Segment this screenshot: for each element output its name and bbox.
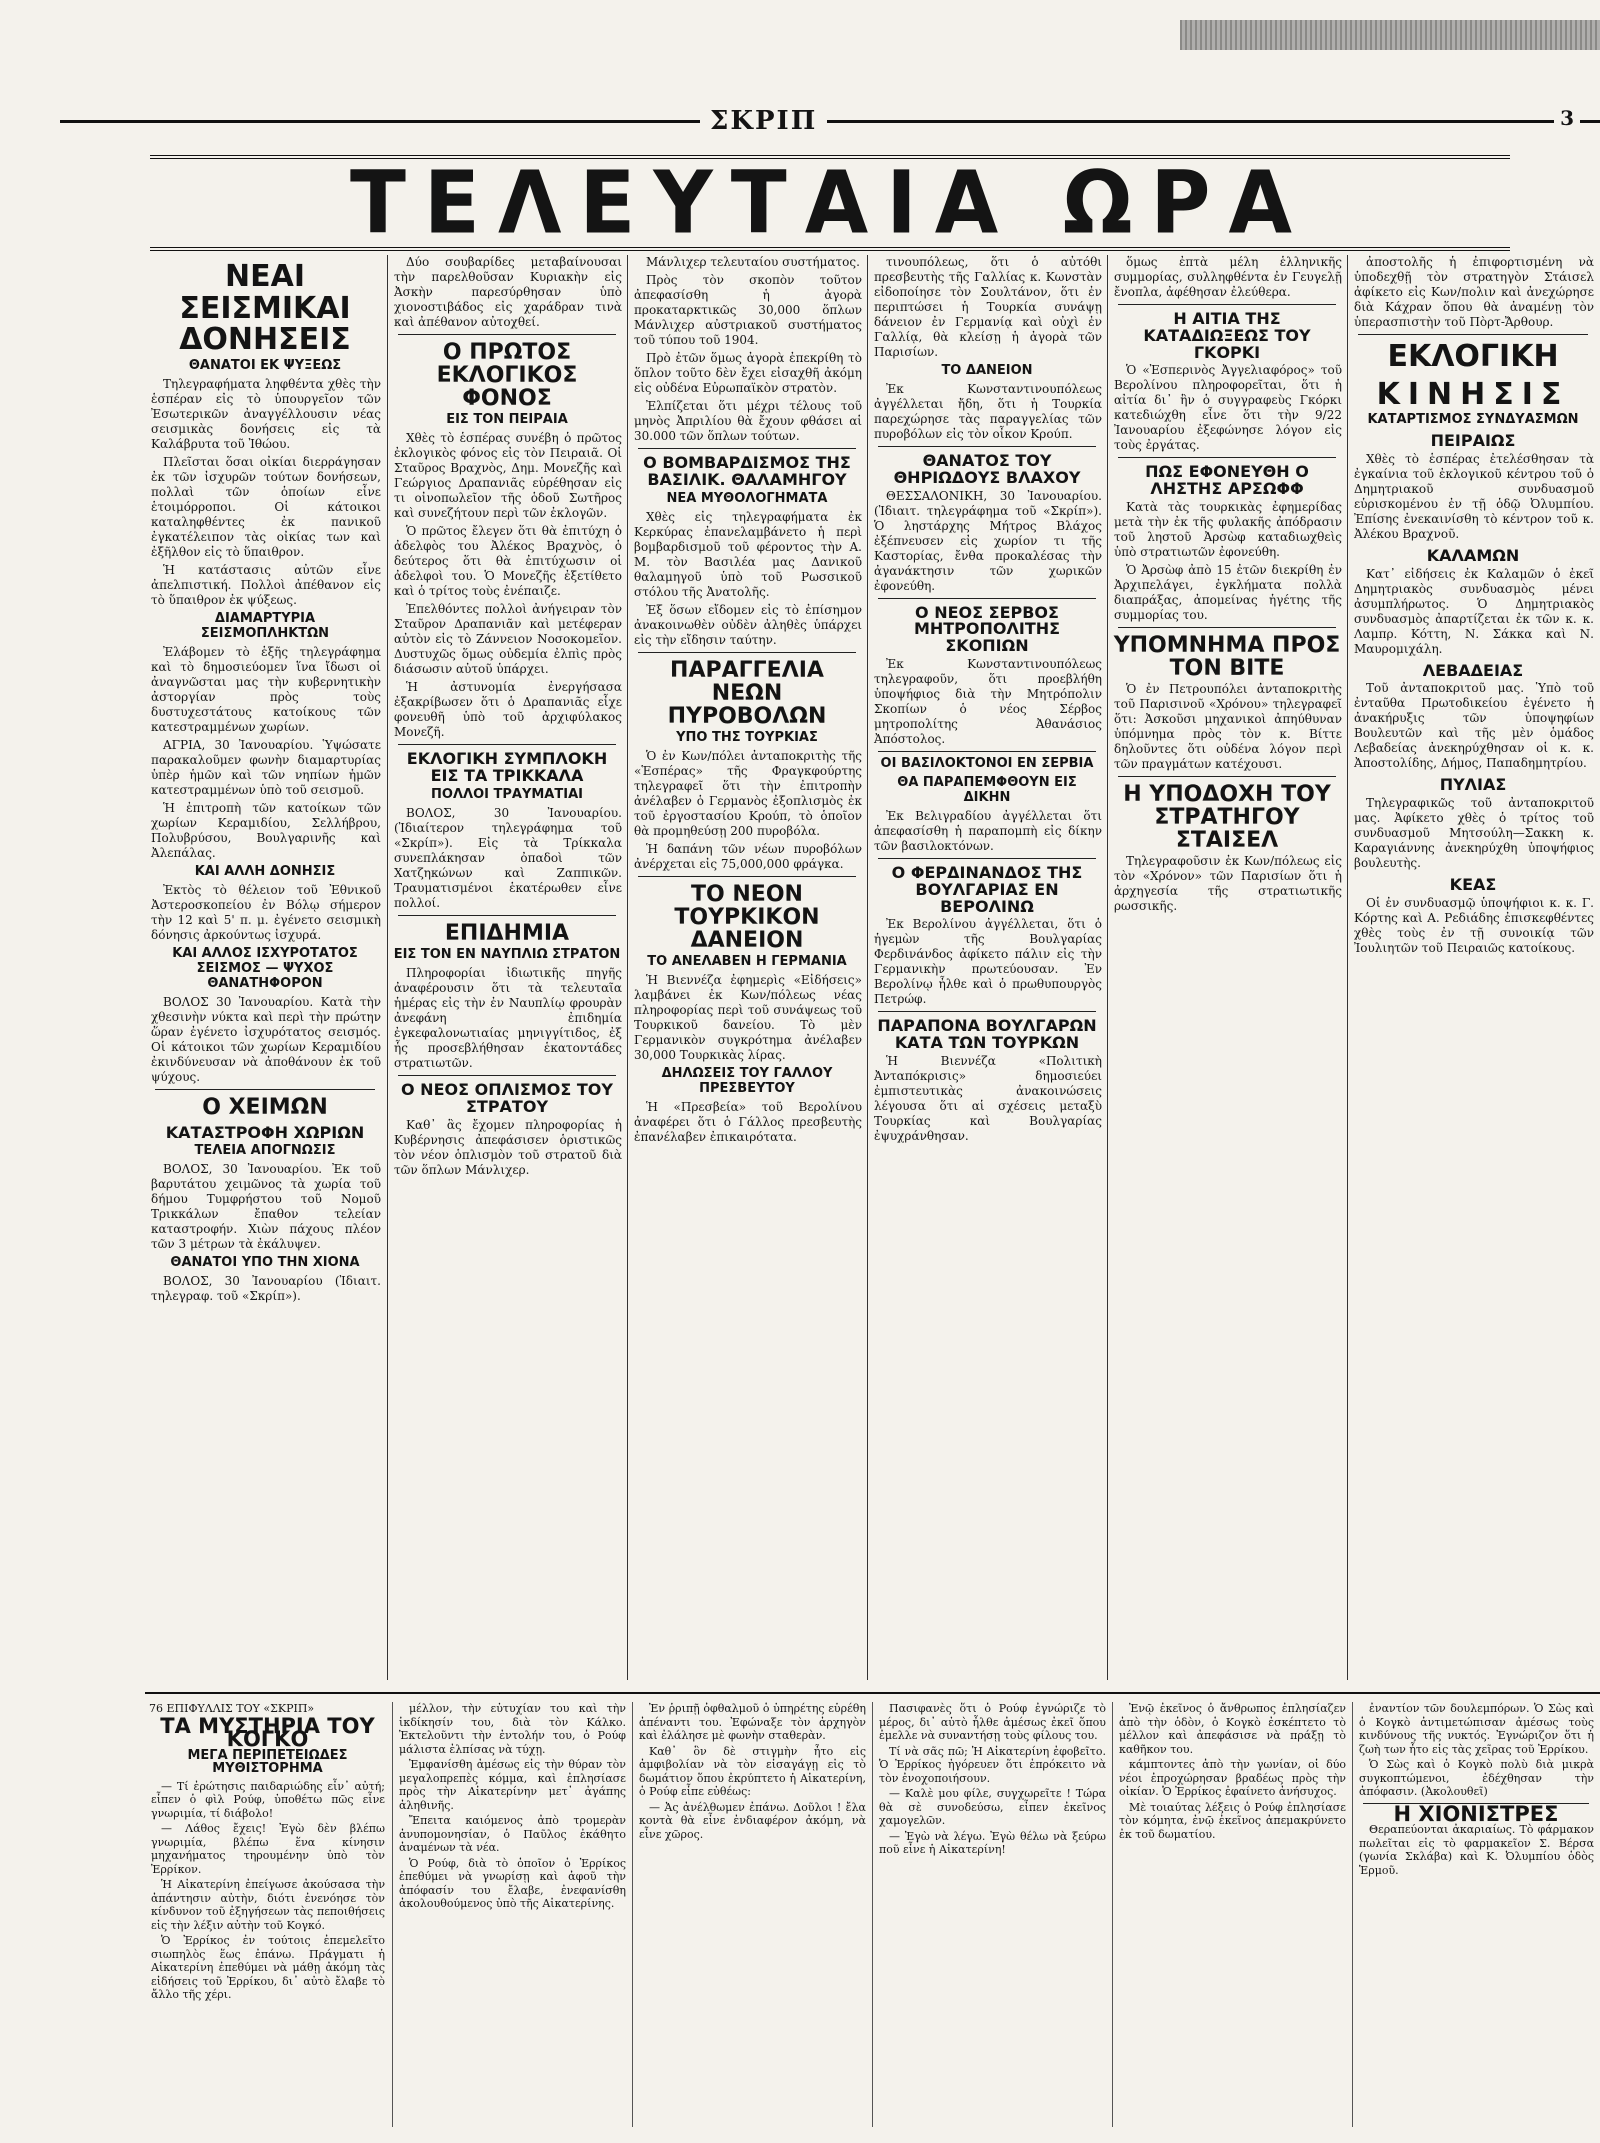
divider [1118,304,1336,305]
divider [638,448,856,449]
paragraph: Ὁ πρῶτος ἔλεγεν ὅτι θὰ ἐπιτύχη ὁ ἀδελφὸς του Ἀλέκος Βραχνὸς, ὁ δεύτερος ὅτι θὰ ἐπιτύχωσιν οἱ ἀδελφοὶ του. Ὁ Μονεζῆς ἐξετίθετο καὶ ὁ τρίτος τοὺς ἐνέπαιζε. [394,524,622,599]
paragraph: Ἡ κατάστασις αὐτῶν εἶνε ἀπελπιστική. Πολλοὶ ἀπέθανον εἰς τὸ ὕπαιθρον ἐκ ψύξεως. [151,562,381,607]
paragraph: Πλεῖσται ὅσαι οἰκίαι διερράγησαν ἐκ τῶν ἰσχυρῶν τούτων δονήσεων, πολλαὶ τῶν ὁποίων εἶνε ἑτοιμόρροποι. Οἱ κάτοικοι καταληφθέντες ἐκ πανικοῦ ἐγκατέλειπον τὰς οἰκίας των καὶ ἐξῆλθον εἰς τὸ ὕπαιθρον. [151,454,381,559]
paragraph: μέλλον, τὴν εὐτυχίαν του καὶ τὴν ἰκδίκησίν του, διὰ τὸν Κάλκο. Ἐκτελοῦντι τὴν ἐντολήν του, ὁ Ρούφ μάλιστα ἐλπίσας νὰ τύχῃ. [399,1702,626,1756]
paragraph: Τοῦ ἀνταποκριτοῦ μας. Ὑπὸ τοῦ ἐνταῦθα Πρωτοδικείου ἐγένετο ἡ ἀνακήρυξις τῶν ὑποψηφίων Βουλευτῶν καὶ τῆς μὲν ὁμάδος Λεβαδείας ἀνεκηρύχθησαν οἱ κ. κ. Ἀποστολίδης, Δήμος, Παπαδημητρίου. [1354,681,1594,771]
headline: Ο ΒΟΜΒΑΡΔΙΣΜΟΣ ΤΗΣ ΒΑΣΙΛΙΚ. ΘΑΛΑΜΗΓΟΥ [643,453,851,489]
paragraph: Τί νὰ σᾶς πῶ; Ἡ Αἰκατερίνη ἐφοβεῖτο. Ὁ Ἐρρίκος ἠγόρευεν ὅτι ἐπρόκειτο νὰ τὸν ἐνοχοποιήσουν. [879,1744,1106,1785]
serial-column-3 [632,1702,871,2127]
divider [398,915,616,916]
section-banner [150,155,1510,251]
masthead-rule [60,120,1600,123]
serial-label: ΕΠΙΦΥΛΛΙΣ ΤΟΥ «ΣΚΡΙΠ» [166,1702,315,1715]
paragraph: Ἐνῷ ἐκεῖνος ὁ ἄνθρωπος ἐπλησίαζεν ἀπὸ τὴν ὁδὸν, ὁ Κογκὸ ἐσκέπτετο τὸ μέλλον καὶ ἀπεφάσισε νὰ πράξῃ τὸ καθῆκον του. [1119,1702,1346,1756]
headline: ΠΩΣ ΕΦΟΝΕΥΘΗ Ο ΛΗΣΤΗΣ ΑΡΣΩΦΦ [1145,462,1309,499]
paragraph: Χθὲς τὸ ἑσπέρας ἐτελέσθησαν τὰ ἐγκαίνια τοῦ ἐκλογικοῦ κέντρου τοῦ ὁ Δημητριακοῦ συνδυασμοῦ εὑρισκομένου ἐν τῇ ὁδῷ Ὀλυμπίου. Ἐπίσης ἐνεκαινίσθη τὸ κέντρον τοῦ κ. Ἀλέκου Βραχνοῦ. [1354,451,1594,541]
subheadline: ΘΑΝΑΤΟΙ ΥΠΟ ΤΗΝ ΧΙΟΝΑ [170,1255,360,1271]
column-4 [867,255,1106,1680]
subheadline: ΥΠΟ ΤΗΣ ΤΟΥΡΚΙΑΣ [676,729,818,745]
page-number: 3 [1554,106,1580,130]
paragraph: Ἐκ Βερολίνου ἀγγέλλεται, ὅτι ὁ ἡγεμὼν τῆς Βουλγαρίας Φερδινάνδος ἀφίκετο πάλιν εἰς τὴν Γερμανικὴν πρωτεύουσαν. Ἐν Βερολίνῳ ἦλθε καὶ ὁ πρωθυπουργὸς Πετρώφ. [874,917,1102,1007]
subheadline: ΕΙΣ ΤΟΝ ΠΕΙΡΑΙΑ [446,412,568,428]
divider [1118,776,1336,777]
headline: ΘΑΝΑΤΟΣ ΤΟΥ ΘΗΡΙΩΔΟΥΣ ΒΛΑΧΟΥ [893,451,1081,487]
subheadline: ΘΑ ΠΑΡΑΠΕΜΦΘΟΥΝ ΕΙΣ ΔΙΚΗΝ [897,774,1077,805]
paragraph: ὅμως ἐπτὰ μέλη ἑλληνικῆς συμμορίας, συλληφθέντα ἐν Γευγελῇ ἔνοπλα, ἀφέθησαν ἐλεύθερα. [1114,255,1342,299]
paragraph: — Λάθος ἔχεις! Ἐγὼ δὲν βλέπω γνωριμία, βλέπω ἕνα κίνησιν μηχανήματος τηρουμένην ὑπὸ τὸν Ἐρρίκον. [151,1822,385,1876]
paragraph: Τηλεγραφοῦσιν ἐκ Κων/πόλεως εἰς τὸν «Χρόνον» τῶν Παρισίων ὅτι ἡ ἀρχηγεσία τῆς στρατιωτικῆς ρωσσικῆς. [1114,854,1342,914]
subheadline: ΠΟΛΛΟΙ ΤΡΑΥΜΑΤΙΑΙ [431,786,583,802]
paragraph: Ἐν ῥριπῇ ὀφθαλμοῦ ὁ ὑπηρέτης εὑρέθη ἀπέναντι του. Ἐφώναξε τὸν ἀρχηγὸν καὶ ἐλάλησε μὲ φωνὴν σταθερὰν. [639,1702,866,1742]
paragraph: Οἱ ἐν συνδυασμῷ ὑποψήφιοι κ. κ. Γ. Κόρτης καὶ Α. Ρεδιάδης ἐπισκεφθέντες χθὲς τοὺς ἐν τῇ συνοικίᾳ τῶν Ἰουλιητῶν τοῦ Πειραιῶς κατοίκους. [1354,895,1594,955]
divider [1118,627,1336,628]
divider [398,1075,616,1076]
subheadline: ΤΟ ΑΝΕΛΑΒΕΝ Η ΓΕΡΜΑΝΙΑ [647,954,847,970]
headline: Ο ΧΕΙΜΩΝ [202,1094,328,1120]
paragraph: Τηλεγραφικῶς τοῦ ἀνταποκριτοῦ μας. Ἀφίκετο χθὲς ὁ τρίτος τοῦ συνδυασμοῦ Μητσούλη—Σακκη κ. Καραγιάννης ἀνεκηρύχθη ὑποψήφιος βουλευτὴς. [1354,796,1594,871]
paragraph: Ἐκ Κωνσταντινουπόλεως ἀγγέλλεται ἤδη, ὅτι ἡ Τουρκία παρεχώρησε τὰς παραγγελίας τῶν πυροβόλων εἰς τὸν οἶκον Κρούπ. [874,382,1102,441]
banner-title: ΤΕΛΕΥΤΑΙΑ ΩΡΑ [350,153,1310,253]
paragraph: Καθ᾽ ὃν δὲ στιγμὴν ἦτο εἰς ἀμφιβολίαν νὰ τὸν εἰσαγάγῃ εἰς τὸ δωμάτιον ὅπου ἐκρύπτετο ἡ Αἰκατερίνη, ὁ Ρούφ εἶπε εὐθέως: [639,1744,866,1798]
headline: Η ΥΠΟΔΟΧΗ ΤΟΥ ΣΤΡΑΤΗΓΟΥ ΣΤΑΙΣΕΛ [1123,782,1331,854]
serial-title: ΤΑ ΜΥΣΤΗΡΙΑ ΤΟΥ ΚΟΓΚΟ [160,1713,375,1751]
paragraph: Χθὲς εἰς τηλεγραφήματα ἐκ Κερκύρας ἐπανελαμβάνετο ἡ περὶ βομβαρδισμοῦ τοῦ φέροντος τὴν Α. Μ. τὸν Βασιλέα μας Δανικοῦ θαλαμηγοῦ ὑπὸ τοῦ Ρωσσικοῦ στόλου τῆς Ἀνατολῆς. [634,509,862,599]
column-3 [627,255,866,1680]
subheadline: ΔΗΛΩΣΕΙΣ ΤΟΥ ΓΑΛΛΟΥ ΠΡΕΣΒΕΥΤΟΥ [661,1066,833,1097]
column-2 [387,255,626,1680]
headline: Ο ΝΕΟΣ ΣΕΡΒΟΣ ΜΗΤΡΟΠΟΛΙΤΗΣ ΣΚΟΠΙΩΝ [913,602,1061,656]
paragraph: Ὁ ἐν Κων/πόλει ἀνταποκριτὴς τῆς «Ἑσπέρας» τῆς Φραγκφούρτης τηλεγραφεῖ ὅτι τὴν ἐπιτροπὴν ἀνέλαβεν ὁ Γερμανὸς ἐξοπλισμὸς ἐκ τοῦ ἐργοστασίου Κρούπ, τὸ ὁποῖον θὰ προμηθεύσῃ 200 πυροβόλα. [634,748,862,838]
columns [145,255,1600,1680]
subheadline: ΚΑΤΑΡΤΙΣΜΟΣ ΣΥΝΔΥΑΣΜΩΝ [1367,412,1579,427]
paragraph: Ἡ Βιεννέζα «Πολιτικὴ Ἀνταπόκρισις» δημοσιεύει ἐμπιστευτικὰς ἀνακοινώσεις λέγουσα ὅτι αἱ σχέσεις μεταξὺ Τουρκίας καὶ Βουλγαρίας ἐψυχράνθησαν. [874,1053,1102,1143]
paragraph: — Ἐγὼ νὰ λέγω. Ἐγὼ θέλω νὰ ξεύρω ποῦ εἶνε ἡ Αἰκατερίνη! [879,1829,1106,1856]
paragraph: κάμπτοντες ἀπὸ τὴν γωνίαν, οἱ δύο νέοι ἐπροχώρησαν βραδέως πρὸς τὴν οἰκίαν. Ὁ Ἐρρίκος ἐφαίνετο ἀνήσυχος. [1119,1758,1346,1798]
column-6 [1347,255,1598,1680]
paragraph: ΒΟΛΟΣ, 30 Ἰανουαρίου (Ἰδιαιτ. τηλεγραφ. τοῦ «Σκρίπ»). [151,1274,381,1304]
paragraph: Ἐμφανίσθη ἀμέσως εἰς τὴν θύραν τὸν μεγαλοπρεπὲς κόμμα, καὶ ἐπλησίασε πρὸς τὴν Αἰκατερίνην μετ᾽ ἀγάπης ἀληθινῆς. [399,1758,626,1812]
headline: ΤΟ ΝΕΟΝ ΤΟΥΡΚΙΚΟΝ ΔΑΝΕΙΟΝ [674,881,820,954]
paragraph: Ὁ Ρούφ, διὰ τὸ ὁποῖον ὁ Ἐρρίκος ἐπεθύμει νὰ γνωρίσῃ καὶ ἀφοῦ τὴν ἀπόφασίν του ἔλαβε, ἐνεφανίσθη ἀκολουθούμενος ὑπὸ τῆς Αἰκατερίνης. [399,1856,626,1910]
paragraph: ἐναντίον τῶν δουλεμπόρων. Ὁ Σὼς καὶ ὁ Κογκὸ ἀντιμετώπισαν ἀμέσως τοὺς κινδύνους τῆς νυκτός. Ἐγνώριζον ὅτι ἡ ζωὴ των ἦτο εἰς τὰς χεῖρας τοῦ Ἐρρίκου. [1359,1702,1594,1756]
serial-column-6 [1352,1702,1599,2127]
headline: ΠΑΡΑΠΟΝΑ ΒΟΥΛΓΑΡΩΝ ΚΑΤΑ ΤΩΝ ΤΟΥΡΚΩΝ [877,1016,1097,1053]
newspaper-name: ΣΚΡΙΠ [700,106,827,136]
paragraph: Τηλεγραφήματα ληφθέντα χθὲς τὴν ἑσπέραν εἰς τὸ ὑπουργεῖον τῶν Ἐσωτερικῶν ἀναγγέλλουσιν νέας σεισμικὰς δονήσεις εἰς τὰ Καλάβρυτα τοῦ Ἰθώου. [151,376,381,451]
paragraph: ΘΕΣΣΑΛΟΝΙΚΗ, 30 Ἰανουαρίου. (Ἰδιαιτ. τηλεγράφημα τοῦ «Σκρίπ»). Ὁ ληστάρχης Μήτρος Βλάχος ἐξέπνευσεν εἰς χωρίον τι τῆς Καστορίας, ἔνθα προκαλέσας τὴν ἀγανάκτησιν τῶν χωρικῶν ἐφονεύθη. [874,488,1102,593]
paragraph: Ὁ «Ἐσπερινὸς Ἀγγελιαφόρος» τοῦ Βερολίνου πληροφορεῖται, ὅτι ἡ αἰτία δι᾽ ἣν ὁ συγγραφεὺς Γκόρκι κατεδιώχθη εἶνε ὅτι τὴν 9/22 Ἰανουαρίου ἐξεφώνησε λόγον εἰς τοὺς ἐργάτας. [1114,363,1342,453]
paragraph: Ἐπελθόντες πολλοὶ ἀνήγειραν τὸν Σταῦρον Δραπανιᾶν καὶ μετέφεραν αὐτὸν εἰς τὸ Ζάννειον Νοσοκομεῖον. Δυστυχῶς ὅμως οὐδεμία ἐλπὶς πρὸς διάσωσιν αὐτοῦ ὑπάρχει. [394,602,622,677]
paragraph: Ἡ Αἰκατερίνη ἐπείγωσε ἀκούσασα τὴν ἀπάντησιν αὐτὴν, διότι ἐνενόησε τὸν κίνδυνον τοῦ ἐξηγήσεων τὰς πεποιθήσεις εἰς τὴν λέξιν αὐτὴν τοῦ Κογκό. [151,1878,385,1932]
divider [638,876,856,877]
headline: ΕΚΛΟΓΙΚΗ ΣΥΜΠΛΟΚΗ ΕΙΣ ΤΑ ΤΡΙΚΚΑΛΑ [406,749,608,786]
paragraph: Ἐξ ὅσων εἴδομεν εἰς τὸ ἐπίσημον ἀνακοινωθὲν οὐδὲν ἀληθὲς ὑπάρχει εἰς τὴν εἴδησιν ταύτην. [634,602,862,647]
headline: ΕΠΙΔΗΜΙΑ [444,920,570,946]
headline: ΛΕΒΑΔΕΙΑΣ [1422,660,1524,680]
headline: ΚΑΛΑΜΩΝ [1426,545,1520,565]
headline: ΥΠΟΜΝΗΜΑ ΠΡΟΣ ΤΟΝ ΒΙΤΕ [1113,632,1341,682]
paragraph: Ἐκ Βελιγραδίου ἀγγέλλεται ὅτι ἀπεφασίσθη ἡ παραπομπὴ εἰς δίκην τῶν βασιλοκτόνων. [874,808,1102,853]
serial-column-4 [872,1702,1111,2127]
paragraph: — Καλὲ μου φίλε, συγχωρεῖτε ! Τώρα θὰ σὲ συνοδεύσω, εἶπεν ἐκεῖνος χαμογελῶν. [879,1787,1106,1827]
paragraph: ΒΟΛΟΣ, 30 Ἰανουαρίου. (Ἰδιαίτερον τηλεγράφημα τοῦ «Σκρίπ»). Εἰς τὰ Τρίκκαλα συνεπλάκησαν ὀπαδοὶ τῶν Χατζηκώνων καὶ Ζαππικῶν. Τραυματισμένοι ἑκατέρωθεν εἶνε πολλοί. [394,805,622,910]
paragraph: Ἔπειτα καιόμενος ἀπὸ τρομερὰν ἀνυπομονησίαν, ὁ Παῦλος ἐκάθητο ἀναμένων τὰ νέα. [399,1814,626,1854]
paragraph: Ἡ «Πρεσβεία» τοῦ Βερολίνου ἀναφέρει ὅτι ὁ Γάλλος πρεσβευτὴς ἐπανέλαβεν ἐπικαιρότατα. [634,1100,862,1145]
headline: Η ΑΙΤΙΑ ΤΗΣ ΚΑΤΑΔΙΩΞΕΩΣ ΤΟΥ ΓΚΟΡΚΙ [1143,309,1311,362]
divider [878,598,1096,599]
headline: ΕΚΛΟΓΙΚΗ [1387,339,1559,374]
headline: ΚΕΑΣ [1449,875,1497,895]
paragraph: Κατὰ τὰς τουρκικὰς ἐφημερίδας μετὰ τὴν ἐκ τῆς φυλακῆς ἀπόδρασιν τοῦ ληστοῦ Ἀρσὼφ καταδιωχθεὶς ὑπὸ στρατιωτῶν ἐφονεύθη. [1114,499,1342,559]
subheadline: ΤΟ ΔΑΝΕΙΟΝ [941,363,1033,378]
divider [878,858,1096,859]
newspaper-page [60,20,1600,2130]
paragraph: — Ἀς ἀνέλθωμεν ἐπάνω. Δοῦλοι ! ἔλα κοντὰ θὰ εἶνε ἐνδιαφέρον ἀκόμη, νὰ εἶνε χῶρος. [639,1800,866,1841]
subheadline: ΚΑΙ ΑΛΛΟΣ ΙΣΧΥΡΟΤΑΤΟΣ ΣΕΙΣΜΟΣ — ΨΥΧΟΣ ΘΑΝΑΤΗΦΟΡΟΝ [172,945,358,991]
paragraph: τινουπόλεως, ὅτι ὁ αὐτόθι πρεσβευτὴς τῆς Γαλλίας κ. Κωνστὰν εἰδοποίησε τὸν Σουλτάνον, ὅτι ἐν περιπτώσει ἡ Τουρκία συνάψῃ δάνειον ἐν Γερμανίᾳ καὶ οὐχὶ ἐν Γαλλίᾳ, θὰ κλείσῃ ἡ ἀγορὰ τῶν Παρισίων. [874,255,1102,359]
divider [398,744,616,745]
paragraph: ἀποστολῆς ἡ ἐπιφορτισμένη νὰ ὑποδεχθῇ τὸν στρατηγὸν Στάισελ ἀφίκετο εἰς Κων/πολιν καὶ ἀνεχώρησε διὰ Κάχραν ὅπου θὰ ἀναμένῃ τὸν ὑπερασπιστὴν τοῦ Πὸρτ-Ἄρθουρ. [1354,255,1594,329]
serial-subtitle: ΜΕΓΑ ΠΕΡΙΠΕΤΕΙΩΔΕΣ ΜΥΘΙΣΤΟΡΗΜΑ [187,1747,348,1776]
ad-text: Θεραπεύονται ἀκαριαίως. Τὸ φάρμακον πωλεῖται εἰς τὸ φαρμακεῖον Σ. Βέρσα (γωνία Σκλάβα) καὶ Κ. Ὀλυμπίου ὁδὸς Ἑρμοῦ. [1359,1823,1594,1877]
paragraph: Ὁ Ἐρρίκος ἐν τούτοις ἐπεμελεῖτο σιωπηλὸς ἕως ἐπάνω. Πράγματι ἡ Αἰκατερίνη ἐπεθύμει νὰ μάθῃ ἀκόμη τὰς εἰδήσεις τοῦ Ἐρρίκου, δι᾽ αὐτὸ ἔλαβε τὸ ἄλλο τῆς χέρι. [151,1934,385,2001]
subheadline: ΚΑΙ ΑΛΛΗ ΔΟΝΗΣΙΣ [194,863,336,879]
paragraph: Ὁ Σὼς καὶ ὁ Κογκὸ πολὺ διὰ μικρὰ συγκοπτώμενοι, ἐδέχθησαν τὴν ἀπόφασιν. (Ἀκολουθεῖ) [1359,1758,1594,1798]
paragraph: Πρὸ ἐτῶν ὅμως ἀγορὰ ἐπεκρίθη τὸ ὅπλον τοῦτο δὲν ἔχει εἰσαχθῆ ἀκόμη εἰς οὐδένα Εὐρωπαϊκὸν στρατὸν. [634,351,862,395]
paragraph: Καθ᾽ ἃς ἔχομεν πληροφορίας ἡ Κυβέρνησις ἀπεφάσισεν ὁριστικῶς τὸν νέον ὁπλισμὸν τοῦ στρατοῦ διὰ τῶν ὅπλων Μάνλιχερ. [394,1117,622,1177]
paragraph: ΑΓΡΙΑ, 30 Ἰανουαρίου. Ὑψώσατε παρακαλοῦμεν φωνὴν διαμαρτυρίας ὑπὲρ ἡμῶν καὶ τῶν νηπίων ἡμῶν κατεστραμμένων ὑπὸ τοῦ σεισμοῦ. [151,737,381,797]
paragraph: Ἐλπίζεται ὅτι μέχρι τέλους τοῦ μηνὸς Ἀπριλίου θὰ ἔχουν φθάσει αἱ 30.000 τῶν ὅπλων τούτων. [634,399,862,443]
serial-column-2 [392,1702,631,2127]
paragraph: ΒΟΛΟΣ 30 Ἰανουαρίου. Κατὰ τὴν χθεσινὴν νύκτα καὶ περὶ τὴν πρώτην ὥραν ἐγένετο ἰσχυρότατος σεισμός. Οἱ κάτοικοι τῶν χωρίων Κεραμιδίου ἐκινδύνευσαν νὰ ἀποθάνουν ἐκ τοῦ ψύχους. [151,994,381,1084]
column-1 [145,255,385,1680]
headline: ΝΕΑΙ ΣΕΙΣΜΙΚΑΙ ΔΟΝΗΣΕΙΣ [179,259,351,357]
headline: Ο ΝΕΟΣ ΟΠΛΙΣΜΟΣ ΤΟΥ ΣΤΡΑΤΟΥ [401,1079,613,1116]
paragraph: Κατ᾽ εἰδήσεις ἐκ Καλαμῶν ὁ ἐκεῖ Δημητριακὸς συνδυασμὸς μένει ἀσυμπλήρωτος. Ὁ Δημητριακὸς συνδυασμὸς ἀπαρτίζεται ἐκ τῶν κ. κ. Λαμπρ. Κόττη, Ν. Σάκκα καὶ Ν. Μαυρομιχάλη. [1354,566,1594,656]
paragraph: Πασιφανὲς ὅτι ὁ Ρούφ ἐγνώριζε τὸ μέρος, δι᾽ αὐτὸ ἦλθε ἀμέσως ἐκεῖ ὅπου ἐμελλε νὰ συναντήσῃ τοὺς φίλους του. [879,1702,1106,1742]
headline: ΚΙΝΗΣΙΣ [1376,376,1570,412]
paragraph: Πληροφορίαι ἰδιωτικῆς πηγῆς ἀναφέρουσιν ὅτι τὰ τελευταῖα ἡμέρας εἰς τὴν ἐν Ναυπλίῳ φρουρὰν ἀνεφάνη ἐπιδημία ἐγκεφαλονωτιαίας μηνιγγίτιδος, ἐξ ἧς προσεβλήθησαν ἑκατοντάδες στρατιωτῶν. [394,965,622,1070]
divider [878,1011,1096,1012]
divider [155,1089,375,1090]
divider [638,652,856,653]
subheadline: ΕΙΣ ΤΟΝ ΕΝ ΝΑΥΠΛΙΩ ΣΤΡΑΤΟΝ [393,946,621,962]
ad-headline: Η ΧΙΟΝΙΣΤΡΕΣ [1393,1801,1559,1826]
subheadline: ΟΙ ΒΑΣΙΛΟΚΤΟΝΟΙ ΕΝ ΣΕΡΒΙΑ [880,755,1094,771]
paragraph: Ἡ δαπάνη τῶν νέων πυροβόλων ἀνέρχεται εἰς 75,000,000 φράγκα. [634,841,862,871]
paragraph: Ὁ ἐν Πετρουπόλει ἀνταποκριτὴς τοῦ Παρισινοῦ «Χρόνου» τηλεγραφεῖ ὅτι: Ἀσκοῦσι μηχανικοὶ ἀπηύθυναν ὑπόμνημα πρὸς τὸν κ. Βίττε δηλοῦντες ὅτι οὐδένα λόγον περὶ τῶν πραγμάτων κατέχουσι. [1114,682,1342,772]
paragraph: Πρὸς τὸν σκοπὸν τοῦτον ἀπεφασίσθη ἡ ἀγορὰ προκαταρκτικῶς 30,000 ὅπλων Μάνλιχερ αὐστριακοῦ συστήματος τοῦ τύπου τοῦ 1904. [634,273,862,347]
paragraph: Χθὲς τὸ ἑσπέρας συνέβη ὁ πρῶτος ἐκλογικὸς φόνος εἰς τὸν Πειραιᾶ. Οἱ Σταῦρος Βραχνὸς, Δημ. Μονεζῆς καὶ Γεώργιος Δραπανιᾶς εὑρέθησαν εἰς τι οἰνοπωλεῖον τῆς ὁδοῦ Σωτῆρος καὶ συνεζήτουν περὶ τῶν ἐκλογῶν. [394,431,622,521]
feuilleton-section [145,1692,1600,2134]
paragraph: Ἡ ἀστυνομία ἐνεργήσασα ἐξακρίβωσεν ὅτι ὁ Δραπανιᾶς εἶχε φονευθῆ ὑπὸ τοῦ ἀρχιφύλακος Μονεζῆ. [394,680,622,740]
paragraph: Μὲ τοιαύτας λέξεις ὁ Ρούφ ἐπλησίασε τὸν κόμητα, ἐνῷ ἐκεῖνος ἀπεμακρύνετο ἐκ τοῦ δωματίου. [1119,1800,1346,1841]
divider [398,334,616,335]
masthead [60,106,1600,138]
subheadline: ΝΕΑ ΜΥΘΟΛΟΓΗΜΑΤΑ [666,490,828,506]
paragraph: Ἡ ἐπιτροπὴ τῶν κατοίκων τῶν χωρίων Κεραμιδίου, Σελλήβρου, Πολυβρύσου, Βουλγαρινῆς καὶ Ἀλεπάλας. [151,800,381,860]
paragraph: Ἐκ Κωνσταντινουπόλεως τηλεγραφοῦν, ὅτι προεβλήθη ὑποψήφιος διὰ τὴν Μητρόπολιν Σκοπίων ὁ νέος Σέρβος μητροπολίτης Ἀθανάσιος Ἀπόστολος. [874,656,1102,746]
subheadline: ΔΙΑΜΑΡΤΥΡΙΑ ΣΕΙΣΜΟΠΛΗΚΤΩΝ [200,610,330,641]
column-5 [1107,255,1346,1680]
paragraph: Ἡ Βιεννέζα ἐφημερὶς «Εἰδήσεις» λαμβάνει ἐκ Κων/πόλεως νέας πληροφορίας περὶ τοῦ συνάψεως τοῦ Τουρκικοῦ δανείου. Τὸ μὲν Γερμανικὸν συγκρότημα ἀνέλαβεν 30,000 Τουρκικὰς λίρας. [634,973,862,1063]
paragraph: Ἐλάβομεν τὸ ἑξῆς τηλεγράφημα καὶ τὸ δημοσιεύομεν ἵνα ἴδωσι οἱ ἀναγνῶσται μας τὴν κυβερνητικὴν ἀστοργίαν πρὸς τοὺς δυστυχεστάτους κατοίκους τῶν κατεστραμμένων χωρίων. [151,644,381,734]
headline: Ο ΦΕΡΔΙΝΑΝΔΟΣ ΤΗΣ ΒΟΥΛΓΑΡΙΑΣ ΕΝ ΒΕΡΟΛΙΝΩ [891,862,1083,916]
paragraph: Ὁ Ἀρσὼφ ἀπὸ 15 ἐτῶν διεκρίθη ἐν Ἀρχιπελάγει, ἐγκλήματα πολλὰ διαπράξας, ἀπομείνας ἡγέτης τῆς συμμορίας του. [1114,562,1342,622]
scan-artifact [1180,20,1600,50]
headline: Ο ΠΡΩΤΟΣ ΕΚΛΟΓΙΚΟΣ ΦΟΝΟΣ [436,340,578,412]
divider [878,446,1096,447]
serial-number: 76 [149,1702,163,1715]
subheadline: ΘΑΝΑΤΟΙ ΕΚ ΨΥΞΕΩΣ [188,357,342,373]
paragraph: ΒΟΛΟΣ, 30 Ἰανουαρίου. Ἐκ τοῦ βαρυτάτου χειμῶνος τὰ χωρία τοῦ δήμου Τυμφρήστου τοῦ Νομοῦ Τρικκάλων ἔπαθον τελείαν καταστροφήν. Χιὼν πάχους πλέον τῶν 3 μέτρων τὰ ἐκάλυψεν. [151,1162,381,1252]
subheadline: ΤΕΛΕΙΑ ΑΠΟΓΝΩΣΙΣ [194,1143,336,1159]
divider [1358,334,1588,335]
paragraph: Μάνλιχερ τελευταίου συστήματος. [646,255,860,269]
serial-column-5 [1112,1702,1351,2127]
serial-column-1 [145,1702,390,2127]
divider [878,751,1096,752]
headline: ΠΑΡΑΓΓΕΛΙΑ ΝΕΩΝ ΠΥΡΟΒΟΛΩΝ [667,657,827,729]
paragraph: — Τί ἐρώτησις παιδαριώδης εἶν᾽ αὐτή; εἶπεν ὁ φὶλ Ρούφ, ὑποθέτω πῶς εἶνε γνωριμία, τί διάβολο! [151,1779,385,1820]
paragraph: Ἐκτὸς τὸ θέλειον τοῦ Ἐθνικοῦ Ἀστεροσκοπείου ἐν Βόλῳ σήμερον τὴν 12 καὶ 5' π. μ. ἐγένετο σεισμικὴ δόνησις ἀρκούντως ἰσχυρά. [151,882,381,942]
headline: ΠΥΛΙΑΣ [1439,775,1507,795]
headline: ΠΕΙΡΑΙΩΣ [1430,431,1516,450]
paragraph: Δύο σουβαρίδες μεταβαίνουσαι τὴν παρελθοῦσαν Κυριακὴν εἰς Ἀσκὴν παρεσύρθησαν ὑπὸ χιονοστιβάδος εἰς χαράδραν τινὰ καὶ ἀπέθανον αὐτοχθεί. [394,255,622,329]
divider [1118,457,1336,458]
headline: ΚΑΤΑΣΤΡΟΦΗ ΧΩΡΙΩΝ [165,1122,365,1142]
